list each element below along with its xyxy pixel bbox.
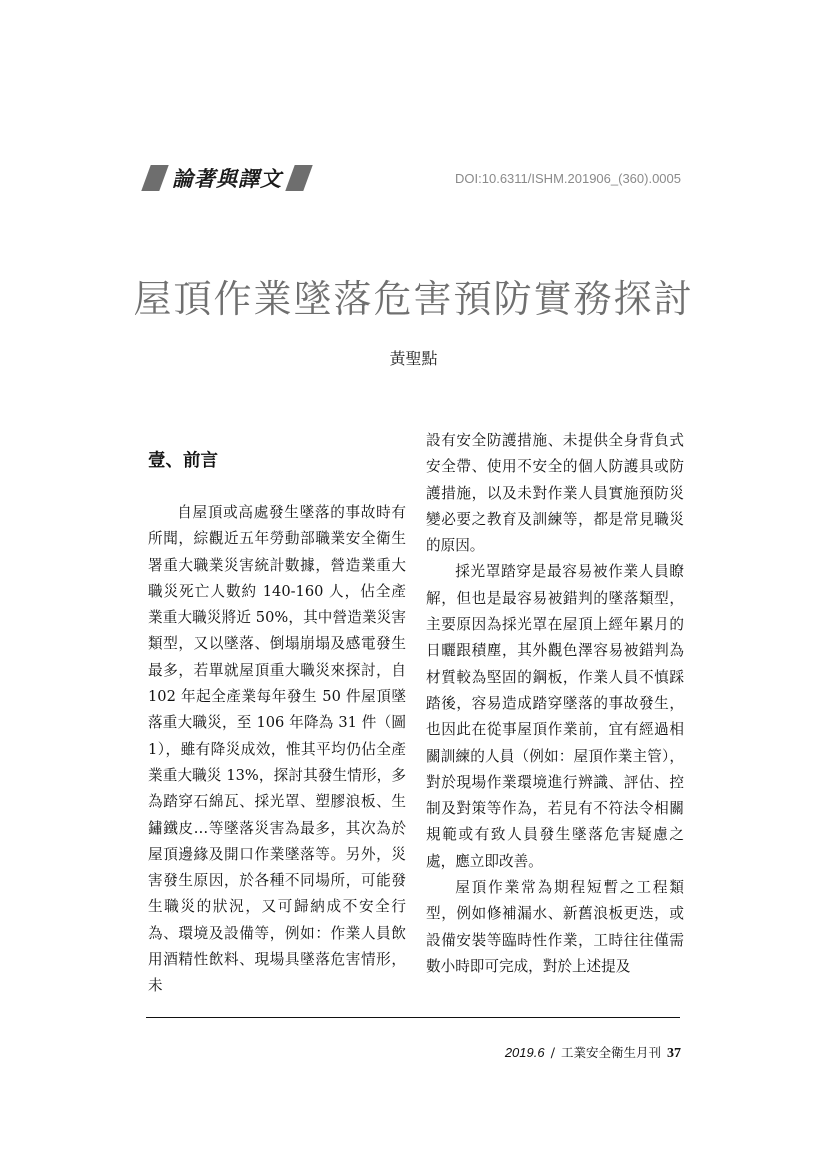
- body-paragraph: 設有安全防護措施、未提供全身背負式安全帶、使用不安全的個人防護具或防護措施，以及未對作業人員實施預防災變必要之教育及訓練等，都是常見職災的原因。: [426, 432, 684, 555]
- page-number: 37: [667, 1046, 681, 1061]
- banner-stripe-right: [285, 165, 312, 191]
- doi-text[interactable]: DOI:10.6311/ISHM.201906_(360).0005: [455, 171, 681, 186]
- left-column: [148, 428, 406, 1000]
- banner-stripe-left: [141, 165, 168, 191]
- body-paragraph: 採光罩踏穿是最容易被作業人員瞭解，但也是最容易被錯判的墜落類型，主要原因為採光罩在屋頂上經年累月的日曬跟積塵，其外觀色澤容易被錯判為材質較為堅固的鋼板，作業人員不慎踩踏後，容易造成踏穿墜落的事故發生，也因此在從事屋頂作業前，宜有經過相關訓練的人員（例如：屋頂作業主管），對於現場作業環境進行辨識、評估、控制及對策等作為，若見有不符法令相關規範或有致人員發生墜落危害疑慮之處，應立即改善。: [426, 563, 684, 870]
- page-footer: [505, 1043, 681, 1062]
- body-paragraph: 屋頂作業常為期程短暫之工程類型，例如修補漏水、新舊浪板更迭，或設備安裝等臨時性作業，工時往往僅需數小時即可完成，對於上述提及: [426, 879, 684, 975]
- issue-date: 2019.6: [504, 1045, 545, 1060]
- section-heading: 壹、前言: [148, 451, 218, 471]
- footer-rule: [146, 1017, 680, 1018]
- journal-name: 工業安全衛生月刊: [560, 1045, 661, 1060]
- article-title: 屋頂作業墜落危害預防實務探討: [133, 277, 694, 321]
- body-paragraph: 自屋頂或高處發生墜落的事故時有所聞，綜觀近五年勞動部職業安全衛生署重大職業災害統計數據，營造業重大職災死亡人數約 140-160 人，佔全產業重大職災將近 50%，其中營造業災害類型，又以墜落、倒塌崩塌及感電發生最多，若單就屋頂重大職災來探討，自 102 年起全產業每年發生 50 件屋頂墜落重大職災，至 106 年降為 31 件（圖 1），雖有降災成效，惟其平均仍佔全產業重大職災 13%，探討其發生情形，多為踏穿石綿瓦、採光罩、塑膠浪板、生鏽鐵皮…等墜落災害為最多，其次為於屋頂邊緣及開口作業墜落等。另外，災害發生原因，於各種不同場所，可能發生職災的狀況，又可歸納成不安全行為、環境及設備等，例如：作業人員飲用酒精性飲料、現場具墜落危害情形，未: [148, 504, 406, 995]
- section-label: 論著與譯文: [172, 167, 282, 191]
- right-column: [426, 428, 684, 980]
- article-author: 黃聖點: [389, 349, 438, 368]
- footer-separator: /: [550, 1046, 555, 1061]
- section-banner: [146, 164, 308, 192]
